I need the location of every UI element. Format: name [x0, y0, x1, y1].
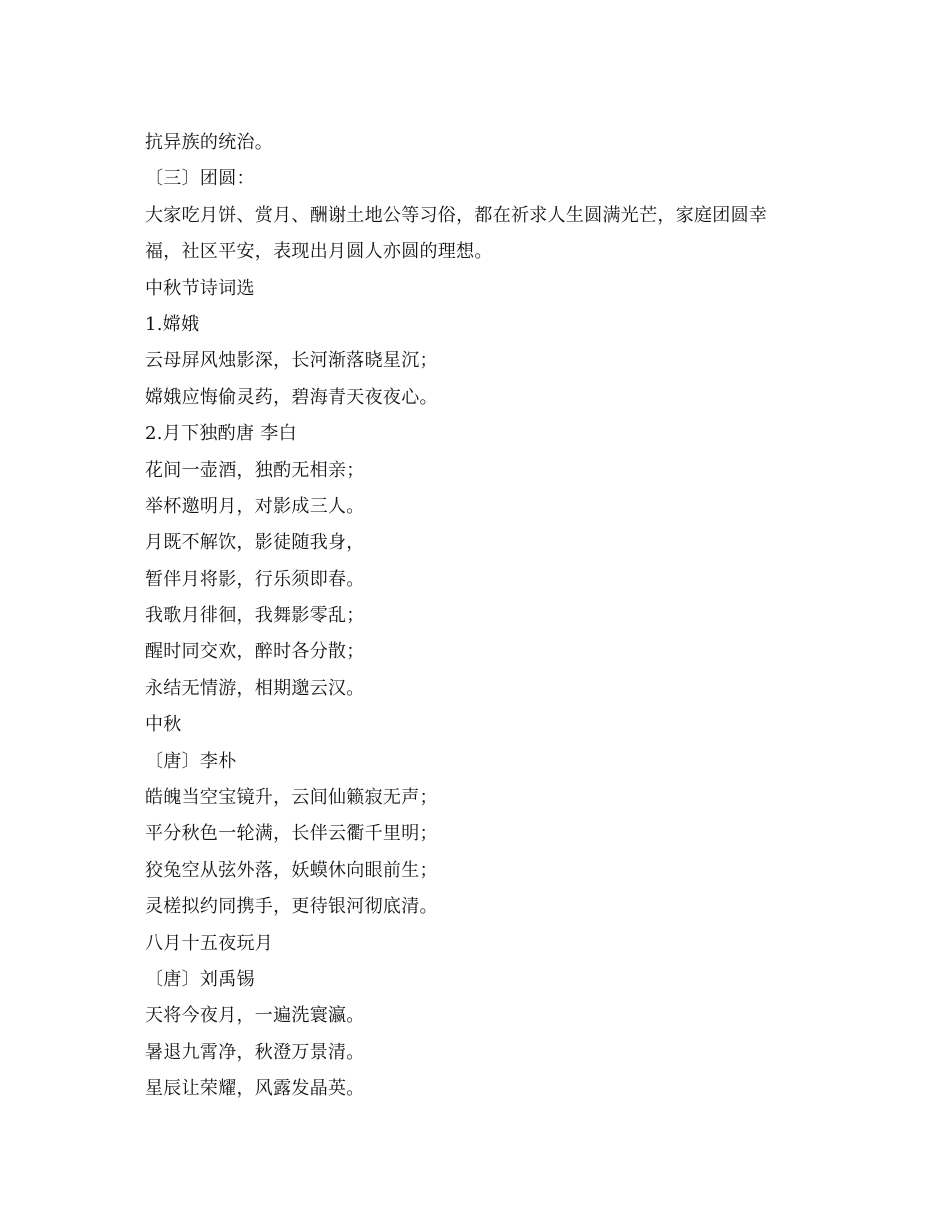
poem-title: 1.嫦娥	[145, 313, 200, 335]
poem-line: 狡兔空从弦外落，妖蟆休向眼前生；	[145, 859, 438, 881]
poem-line: 举杯邀明月，对影成三人。	[145, 495, 365, 517]
poem-line: 嫦娥应悔偷灵药，碧海青天夜夜心。	[145, 386, 438, 408]
poem-line: 醒时同交欢，醉时各分散；	[145, 641, 365, 663]
section-heading: 〔三〕团圆：	[145, 168, 255, 190]
text-line: 大家吃月饼、赏月、酬谢土地公等习俗，都在祈求人生圆满光芒，家庭团圆幸	[145, 204, 768, 226]
poem-line: 暑退九霄净，秋澄万景清。	[145, 1041, 365, 1063]
poem-line: 永结无情游，相期邈云汉。	[145, 677, 365, 699]
section-heading: 中秋节诗词选	[145, 277, 255, 299]
poem-line: 我歌月徘徊，我舞影零乱；	[145, 605, 365, 627]
poem-line: 云母屏风烛影深，长河渐落晓星沉；	[145, 350, 438, 372]
poem-line: 平分秋色一轮满，长伴云衢千里明；	[145, 823, 438, 845]
text-line: 福，社区平安，表现出月圆人亦圆的理想。	[145, 241, 493, 263]
poem-title: 八月十五夜玩月	[145, 932, 274, 954]
poem-author: 〔唐〕刘禹锡	[145, 968, 255, 990]
poem-title: 2.月下独酌唐 李白	[145, 423, 297, 445]
poem-line: 皓魄当空宝镜升，云间仙籁寂无声；	[145, 787, 438, 809]
poem-title: 中秋	[145, 714, 182, 736]
poem-line: 灵槎拟约同携手，更待银河彻底清。	[145, 896, 438, 918]
poem-line: 天将今夜月，一遍洗寰瀛。	[145, 1005, 365, 1027]
text-line: 抗异族的统治。	[145, 132, 274, 153]
poem-author: 〔唐〕李朴	[145, 750, 237, 772]
poem-line: 暂伴月将影，行乐须即春。	[145, 568, 365, 590]
poem-line: 月既不解饮，影徒随我身，	[145, 532, 365, 554]
poem-line: 星辰让荣耀，风露发晶英。	[145, 1078, 365, 1100]
document-body	[145, 125, 805, 1108]
poem-line: 花间一壶酒，独酌无相亲；	[145, 459, 365, 481]
